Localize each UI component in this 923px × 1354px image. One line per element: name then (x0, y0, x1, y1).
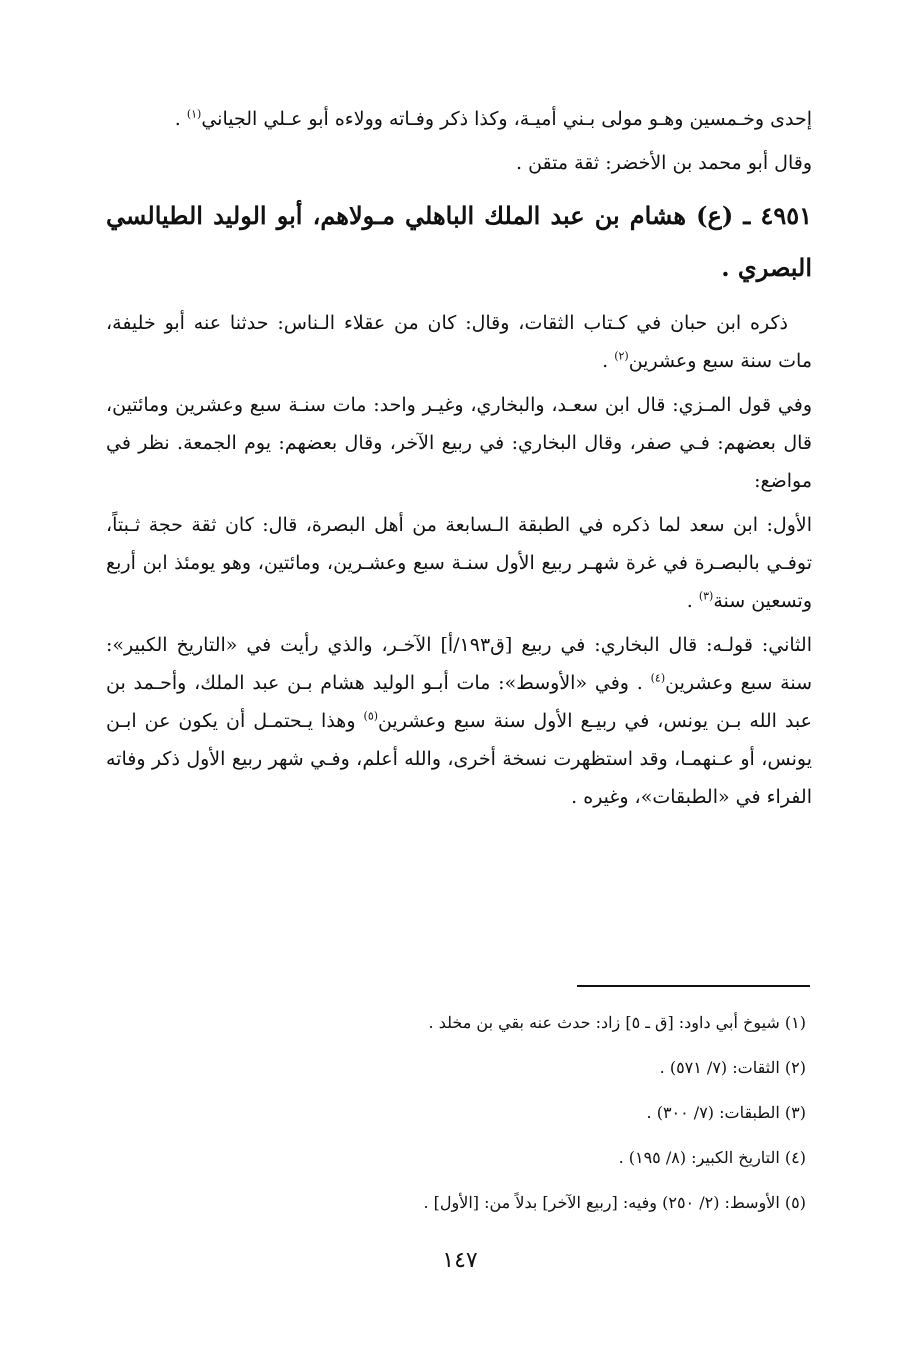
paragraph-end: . (602, 350, 615, 372)
paragraph-mizzi: وفي قول المـزي: قال ابن سعـد، والبخاري، وغيـر واحد: مات سنـة سبع وعشرين ومائتين، قال بعضهم: فـي صفر، وقال البخاري: في ربيع الآخر، وقال بعضهم: يوم الجمعة. نظر في مواضع: (106, 394, 812, 492)
page-number: ١٤٧ (442, 1248, 478, 1273)
paragraph-end: . (686, 590, 699, 612)
paragraph-first-point (106, 506, 812, 620)
paragraph-text: الأول: ابن سعد لما ذكره في الطبقة الـسابعة من أهل البصرة، قال: كان ثقة حجة ثـبتاً، توفـي بالبصـرة في غرة شهـر ربيع الأول سنـة سبع وعشـرين، ومائتين، وهو يومئذ ابن أربع وتسعين سنة (106, 514, 812, 612)
paragraph-text: إحدى وخـمسين وهـو مولى بـني أميـة، وكذا ذكر وفـاته وولاءه أبو عـلي الجياني (201, 108, 812, 130)
footnote-reference: (٣) (698, 589, 714, 603)
footnotes (106, 1000, 806, 1225)
footnote-divider (577, 985, 810, 987)
footnote-3: (٣) الطبقات: (٧/ ٣٠٠) . (646, 1103, 806, 1122)
paragraph-second-point (106, 626, 812, 816)
paragraph-ibn-hibban (106, 304, 812, 380)
footnote-5: (٥) الأوسط: (٢/ ٢٥٠) وفيه: [ربيع الآخر] بدلاً من: [الأول] . (423, 1193, 806, 1212)
footnote-4: (٤) التاريخ الكبير: (٨/ ١٩٥) . (618, 1148, 806, 1167)
paragraph-text: الثاني: قولـه: قال البخاري: في ربيع [ق١٩٣/أ] الآخـر، والذي رأيت في «التاريخ الكبير»: سنة سبع وعشرين (106, 634, 812, 694)
footnote-reference: (٥) (363, 709, 379, 723)
footnote-reference: (١) (186, 107, 202, 121)
entry-heading: ٤٩٥١ ـ (ع) هشام بن عبد الملك الباهلي مـولاهم، أبو الوليد الطيالسي البصري . (106, 201, 812, 282)
footnote-reference: (٤) (650, 671, 666, 685)
paragraph-text: وهذا يـحتمـل أن يكون عن ابـن يونس، أو عـنهمـا، وقد استظهرت نسخة أخرى، والله أعلم، وفـي شهر ربيع الأول ذكر وفاته الفراء في «الطبقات»، وغيره . (106, 710, 812, 808)
footnote-1: (١) شيوخ أبي داود: [ق ـ ٥] زاد: حدث عنه بقي بن مخلد . (428, 1013, 806, 1032)
paragraph-text: ذكره ابن حبان في كـتاب الثقات، وقال: كان من عقلاء الـناس: حدثنا عنه أبو خليفة، مات سنة سبع وعشرين (106, 312, 812, 372)
paragraph-text: . وفي «الأوسط»: مات أبـو الوليد هشام بـن عبد الملك، وأحـمد بن عبد الله بـن يونس، في ربيـع الأول سنة سبع وعشرين (106, 672, 813, 732)
paragraph-ibn-akhdar: وقال أبو محمد بن الأخضر: ثقة متقن . (516, 152, 812, 174)
footnote-reference: (٢) (614, 349, 629, 363)
main-text (106, 100, 812, 822)
paragraph-end: . (174, 108, 187, 130)
footnote-2: (٢) الثقات: (٧/ ٥٧١) . (659, 1058, 806, 1077)
paragraph-continuation (106, 100, 812, 138)
